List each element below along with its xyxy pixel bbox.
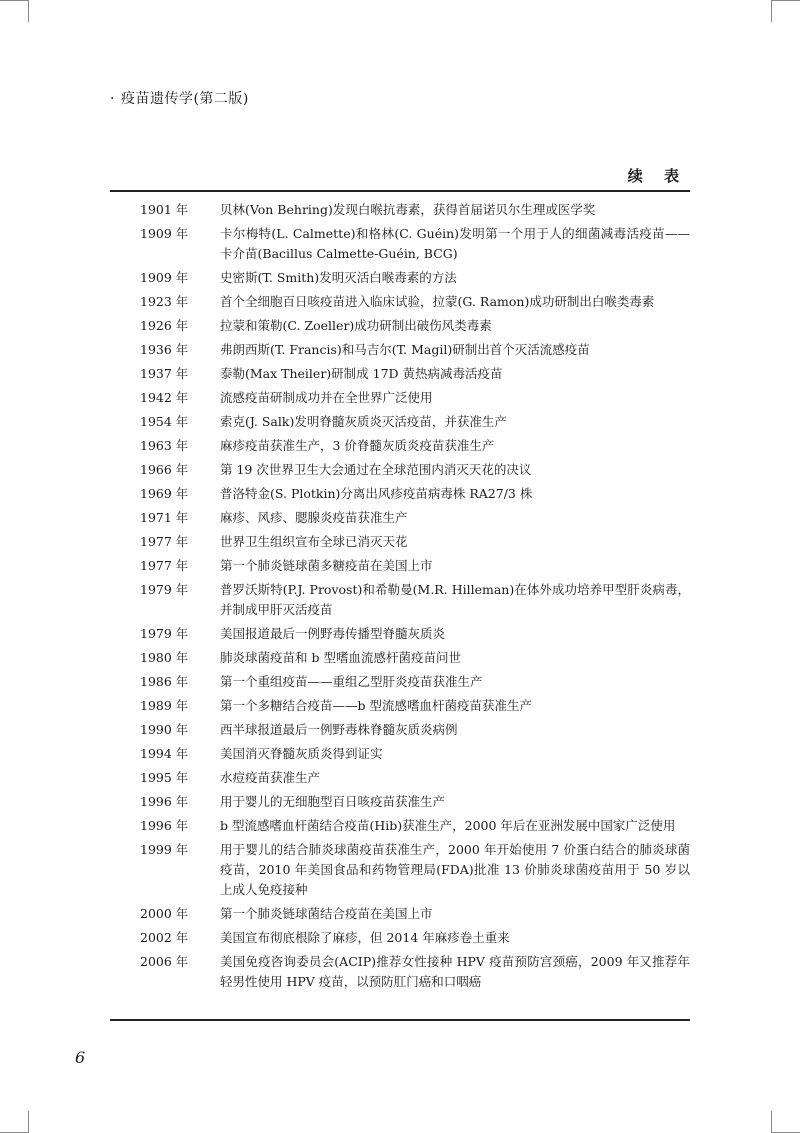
running-head bbox=[110, 88, 249, 108]
row-year: 1977 年 bbox=[140, 534, 189, 549]
table-row bbox=[110, 224, 690, 268]
row-event: 第一个肺炎链球菌多糖疫苗在美国上市 bbox=[220, 558, 433, 573]
table-row bbox=[110, 928, 690, 952]
row-year: 1979 年 bbox=[140, 626, 189, 641]
row-year: 1971 年 bbox=[140, 510, 189, 525]
row-event: 麻疹、风疹、腮腺炎疫苗获准生产 bbox=[220, 510, 408, 525]
table-row bbox=[110, 624, 690, 648]
row-event: 美国报道最后一例野毒传播型脊髓灰质炎 bbox=[220, 626, 446, 641]
row-event: 卡尔梅特(L. Calmette)和格林(C. Guéin)发明第一个用于人的细菌减毒活疫苗——卡介苗(Bacillus Calmette-Guéin, BCG) bbox=[220, 226, 690, 261]
row-year: 1923 年 bbox=[140, 294, 189, 309]
table-row bbox=[110, 436, 690, 460]
row-year: 2006 年 bbox=[140, 954, 189, 969]
table-row bbox=[110, 340, 690, 364]
table-row bbox=[110, 556, 690, 580]
table-row bbox=[110, 768, 690, 792]
row-event: 普罗沃斯特(P.J. Provost)和希勒曼(M.R. Hilleman)在体外成功培养甲型肝炎病毒，并制成甲肝灭活疫苗 bbox=[220, 582, 690, 617]
row-event: 流感疫苗研制成功并在全世界广泛使用 bbox=[220, 390, 433, 405]
row-event: 普洛特金(S. Plotkin)分离出风疹疫苗病毒株 RA27/3 株 bbox=[220, 486, 533, 501]
crop-mark bbox=[771, 0, 772, 22]
row-event: 美国免疫咨询委员会(ACIP)推荐女性接种 HPV 疫苗预防宫颈癌，2009 年又推荐年轻男性使用 HPV 疫苗，以预防肛门癌和口咽癌 bbox=[220, 954, 690, 989]
row-year: 1926 年 bbox=[140, 318, 189, 333]
table-row bbox=[110, 268, 690, 292]
row-event: 泰勒(Max Theiler)研制成 17D 黄热病减毒活疫苗 bbox=[220, 366, 503, 381]
row-event: b 型流感嗜血杆菌结合疫苗(Hib)获准生产，2000 年后在亚洲发展中国家广泛使用 bbox=[220, 818, 676, 833]
row-year: 1954 年 bbox=[140, 414, 189, 429]
row-year: 1937 年 bbox=[140, 366, 189, 381]
crop-mark bbox=[0, 0, 28, 1]
table-row bbox=[110, 792, 690, 816]
book-title: 疫苗遗传学(第二版) bbox=[120, 91, 249, 107]
table-row bbox=[110, 508, 690, 532]
row-year: 1996 年 bbox=[140, 818, 189, 833]
row-year: 1994 年 bbox=[140, 746, 189, 761]
crop-mark bbox=[28, 0, 29, 22]
table-row bbox=[110, 904, 690, 928]
row-year: 1936 年 bbox=[140, 342, 189, 357]
table-row bbox=[110, 292, 690, 316]
row-event: 麻疹疫苗获准生产，3 价脊髓灰质炎疫苗获准生产 bbox=[220, 438, 495, 453]
table-row bbox=[110, 720, 690, 744]
row-event: 用于婴儿的结合肺炎球菌疫苗获准生产，2000 年开始使用 7 价蛋白结合的肺炎球菌疫苗，2010 年美国食品和药物管理局(FDA)批准 13 价肺炎球菌疫苗用于 50 岁以上成人免疫接种 bbox=[220, 842, 690, 897]
row-event: 第一个重组疫苗——重组乙型肝炎疫苗获准生产 bbox=[220, 674, 483, 689]
table-row bbox=[110, 316, 690, 340]
row-event: 美国消灭脊髓灰质炎得到证实 bbox=[220, 746, 383, 761]
table-continued-label: 续 表 bbox=[627, 167, 687, 185]
row-event: 世界卫生组织宣布全球已消灭天花 bbox=[220, 534, 408, 549]
row-event: 肺炎球菌疫苗和 b 型嗜血流感杆菌疫苗问世 bbox=[220, 650, 461, 665]
row-year: 1989 年 bbox=[140, 698, 189, 713]
row-year: 1901 年 bbox=[140, 202, 189, 217]
table-row bbox=[110, 744, 690, 768]
timeline-table bbox=[110, 200, 690, 996]
row-event: 第 19 次世界卫生大会通过在全球范围内消灭天花的决议 bbox=[220, 462, 532, 477]
row-event: 索克(J. Salk)发明脊髓灰质炎灭活疫苗，并获准生产 bbox=[220, 414, 507, 429]
row-year: 1999 年 bbox=[140, 842, 189, 857]
table-row bbox=[110, 816, 690, 840]
crop-mark bbox=[28, 1111, 29, 1133]
row-event: 贝林(Von Behring)发现白喉抗毒素，获得首届诺贝尔生理或医学奖 bbox=[220, 202, 596, 217]
row-event: 弗朗西斯(T. Francis)和马吉尔(T. Magil)研制出首个灭活流感疫苗 bbox=[220, 342, 590, 357]
row-year: 1909 年 bbox=[140, 270, 189, 285]
table-row bbox=[110, 840, 690, 904]
table-row bbox=[110, 484, 690, 508]
row-year: 1963 年 bbox=[140, 438, 189, 453]
row-event: 第一个多糖结合疫苗——b 型流感嗜血杆菌疫苗获准生产 bbox=[220, 698, 532, 713]
row-event: 首个全细胞百日咳疫苗进入临床试验，拉蒙(G. Ramon)成功研制出白喉类毒素 bbox=[220, 294, 655, 309]
table-row bbox=[110, 532, 690, 556]
row-event: 第一个肺炎链球菌结合疫苗在美国上市 bbox=[220, 906, 433, 921]
table-row bbox=[110, 580, 690, 624]
row-year: 1990 年 bbox=[140, 722, 189, 737]
row-year: 1942 年 bbox=[140, 390, 189, 405]
row-year: 1969 年 bbox=[140, 486, 189, 501]
row-year: 1995 年 bbox=[140, 770, 189, 785]
table-bottom-rule bbox=[110, 1019, 690, 1021]
row-year: 1977 年 bbox=[140, 558, 189, 573]
table-row bbox=[110, 200, 690, 224]
row-year: 1980 年 bbox=[140, 650, 189, 665]
table-row bbox=[110, 364, 690, 388]
row-year: 1966 年 bbox=[140, 462, 189, 477]
table-row bbox=[110, 412, 690, 436]
crop-mark bbox=[771, 1111, 772, 1133]
table-row bbox=[110, 460, 690, 484]
running-head-bullet: · bbox=[110, 91, 115, 107]
table-row bbox=[110, 388, 690, 412]
table-row bbox=[110, 952, 690, 996]
row-event: 拉蒙和策勒(C. Zoeller)成功研制出破伤风类毒素 bbox=[220, 318, 492, 333]
row-year: 1909 年 bbox=[140, 226, 189, 241]
table-row bbox=[110, 672, 690, 696]
table-row bbox=[110, 696, 690, 720]
page-number: 6 bbox=[75, 1048, 86, 1067]
row-year: 1996 年 bbox=[140, 794, 189, 809]
row-year: 2002 年 bbox=[140, 930, 189, 945]
row-event: 用于婴儿的无细胞型百日咳疫苗获准生产 bbox=[220, 794, 446, 809]
table-top-rule bbox=[110, 190, 690, 192]
crop-mark bbox=[772, 0, 800, 1]
row-event: 美国宣布彻底根除了麻疹，但 2014 年麻疹卷土重来 bbox=[220, 930, 510, 945]
row-year: 1986 年 bbox=[140, 674, 189, 689]
table-row bbox=[110, 648, 690, 672]
row-event: 史密斯(T. Smith)发明灭活白喉毒素的方法 bbox=[220, 270, 457, 285]
row-event: 水痘疫苗获准生产 bbox=[220, 770, 321, 785]
row-event: 西半球报道最后一例野毒株脊髓灰质炎病例 bbox=[220, 722, 458, 737]
row-year: 1979 年 bbox=[140, 582, 189, 597]
row-year: 2000 年 bbox=[140, 906, 189, 921]
